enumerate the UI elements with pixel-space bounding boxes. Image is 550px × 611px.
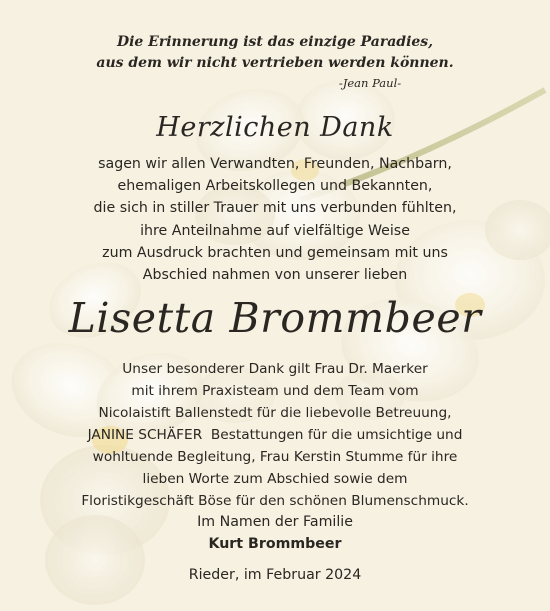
place-date: Rieder, im Februar 2024 xyxy=(188,567,362,583)
special-thanks-line: Floristikgeschäft Böse für den schönen Blumenschmuck. xyxy=(81,493,469,509)
special-thanks-line: Unser besonderer Dank gilt Frau Dr. Maerker xyxy=(122,361,428,377)
special-thanks-line: JANINE SCHÄFER Bestattungen für die umsichtige und xyxy=(87,427,463,443)
thanks-line: zum Ausdruck brachten und gemeinsam mit uns xyxy=(102,244,448,261)
thanks-title: Herzlichen Dank xyxy=(156,112,394,143)
thanks-line: sagen wir allen Verwandten, Freunden, Nachbarn, xyxy=(98,156,452,172)
family-label: Im Namen der Familie xyxy=(197,514,353,530)
thanks-line: Abschied nahmen von unserer lieben xyxy=(142,267,408,284)
special-thanks-line: lieben Worte zum Abschied sowie dem xyxy=(142,471,408,487)
quote-author: -Jean Paul- xyxy=(338,76,402,90)
family-name: Kurt Brommbeer xyxy=(208,536,342,552)
special-thanks-line: wohltuende Begleitung, Frau Kerstin Stumme für ihre xyxy=(92,449,458,465)
thanks-line: ihre Anteilnahme auf vielfältige Weise xyxy=(140,222,410,239)
quote-line: Die Erinnerung ist das einzige Paradies, xyxy=(116,34,434,50)
thanks-text xyxy=(30,153,520,286)
thanks-line: die sich in stiller Trauer mit uns verbunden fühlten, xyxy=(93,200,457,217)
special-thanks-line: mit ihrem Praxisteam und dem Team vom xyxy=(131,383,419,399)
quote-line: aus dem wir nicht vertrieben werden können. xyxy=(96,55,454,71)
quote xyxy=(60,32,490,74)
deceased-name: Lisetta Brommbeer xyxy=(68,294,482,342)
special-thanks-text xyxy=(14,358,536,512)
thanks-line: ehemaligen Arbeitskollegen und Bekannten, xyxy=(117,178,433,195)
special-thanks-line: Nicolaistift Ballenstedt für die liebevolle Betreuung, xyxy=(98,405,452,421)
